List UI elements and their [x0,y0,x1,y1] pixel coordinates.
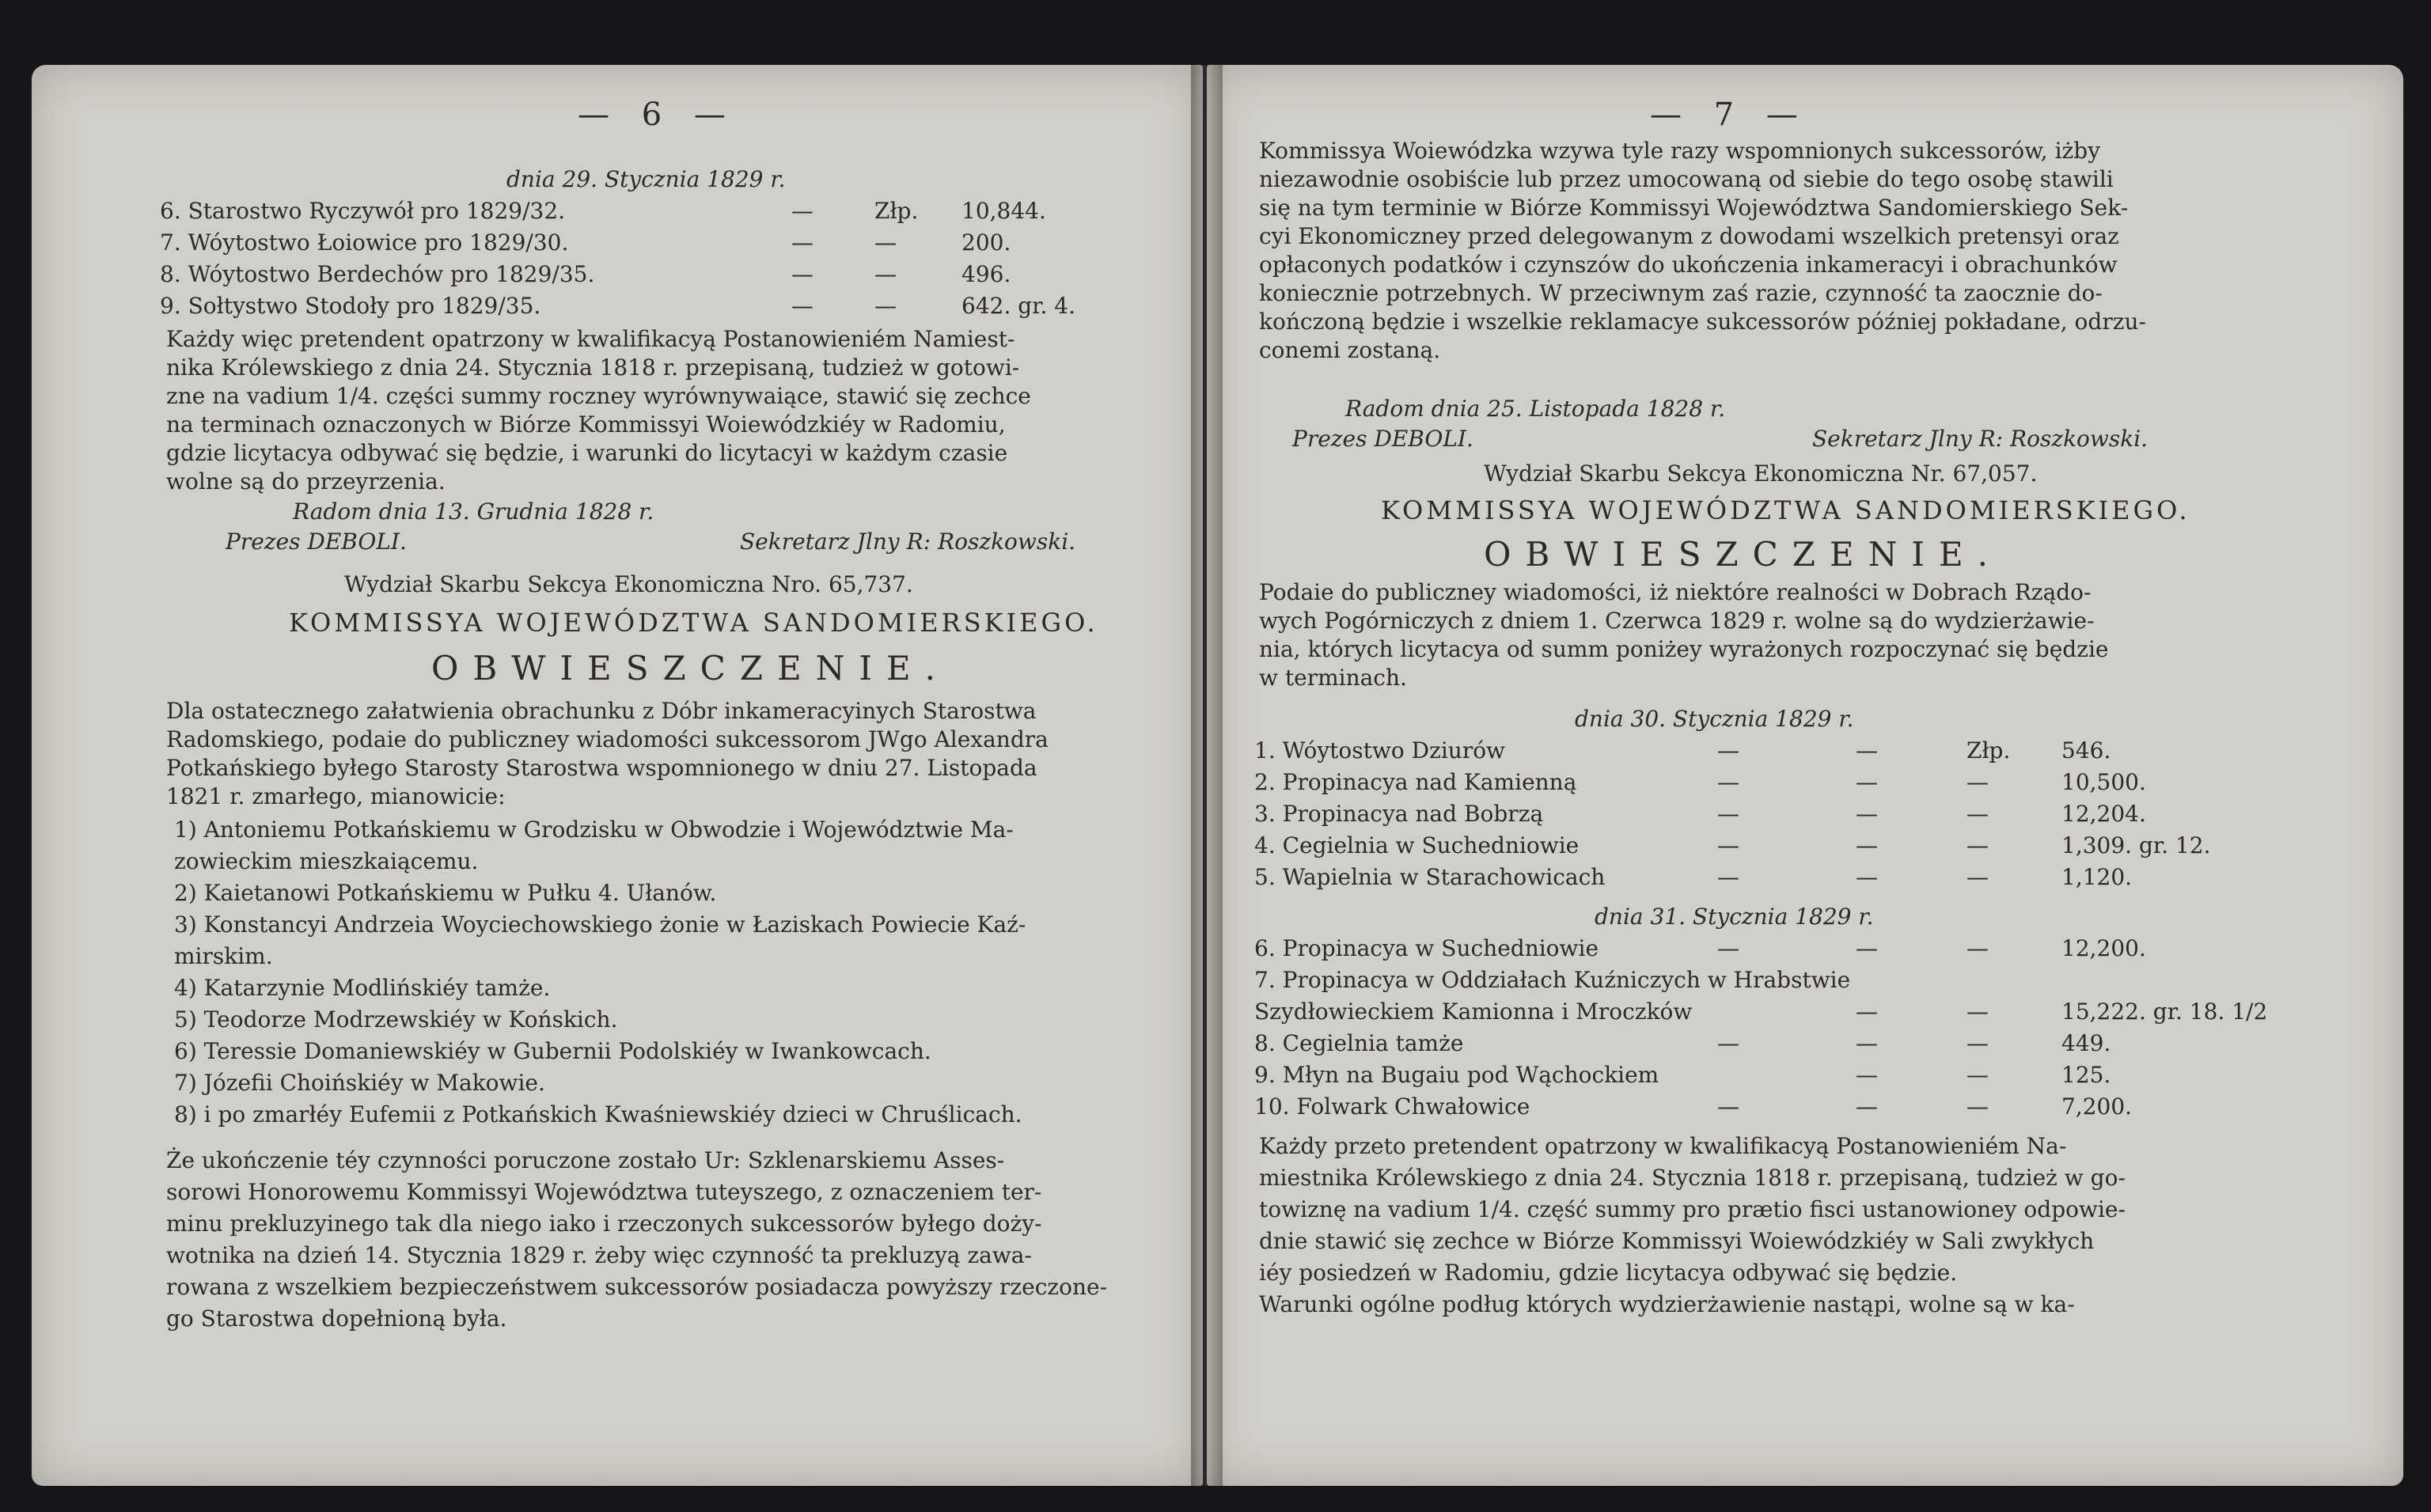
lease-item [1207,864,2403,896]
signature-secretary: Sekretarz Jlny R: Roszkowski. [1812,426,2148,452]
lease-item-amount: 125. [2061,1062,2111,1088]
lease-item-amount: 15,222. gr. 18. 1/2 [2061,999,2268,1025]
reference-number: Wydział Skarbu Sekcya Ekonomiczna Nr. 67,057. [1484,460,2038,487]
lease-item-d3: — [1966,801,1989,827]
lease-item-d2: — [1856,1093,1878,1120]
lease-item-d2: — [1856,935,1878,961]
paragraph-line: gdzie licytacya odbywać się będzie, i warunki do licytacyi w każdym czasie [166,440,1008,466]
lease-item-label: 6. Propinacya w Suchedniowie [1254,935,1599,961]
lease-item-amount: 496. [961,261,1011,287]
heir-list-item: 3) Konstancyi Andrzeia Woyciechowskiego żonie w Łaziskach Powiecie Kaź- [174,911,1026,938]
notice-title: OBWIESZCZENIE. [1484,535,2002,574]
paragraph-line: nika Królewskiego z dnia 24. Stycznia 1818 r. przepisaną, tudzież w gotowi- [166,354,1020,381]
lease-item-d1: — [1717,1030,1739,1056]
lease-item-amount: 1,120. [2061,864,2133,890]
lease-item-d1: — [791,229,813,256]
lease-item [1207,737,2403,769]
lease-item [1207,1030,2403,1062]
paragraph-line: w terminach. [1259,665,1407,691]
lease-item-d2: — [1856,801,1878,827]
notice-date: dnia 30. Stycznia 1829 r. [1575,706,1854,732]
lease-item-d2: — [1856,769,1878,795]
paragraph-line: opłaconych podatków i czynszów do ukończenia inkameracyi i obrachunków [1259,252,2118,278]
lease-item-label: 8. Wóytostwo Berdechów pro 1829/35. [160,261,595,287]
lease-item-d3: — [1966,1062,1989,1088]
signature-date: Radom dnia 13. Grudnia 1828 r. [293,498,654,525]
lease-item-d1: — [791,198,813,224]
reference-number: Wydział Skarbu Sekcya Ekonomiczna Nro. 65,737. [344,571,913,597]
lease-item-label: 3. Propinacya nad Bobrzą [1254,801,1544,827]
notice-date: dnia 29. Stycznia 1829 r. [506,166,786,192]
lease-item-amount: 449. [2061,1030,2111,1056]
lease-item [32,229,1203,261]
lease-item-label: 9. Młyn na Bugaiu pod Wąchockiem [1254,1062,1659,1088]
heir-list-item: 6) Teressie Domaniewskiéy w Gubernii Podolskiéy w Iwankowcach. [174,1038,931,1064]
paragraph-line: Że ukończenie téy czynności poruczone zostało Ur: Szklenarskiemu Asses- [166,1147,1005,1173]
lease-item-label: 8. Cegielnia tamże [1254,1030,1464,1056]
heir-list-item: 1) Antoniemu Potkańskiemu w Grodzisku w Obwodzie i Województwie Ma- [174,817,1014,843]
lease-item-label: 10. Folwark Chwałowice [1254,1093,1530,1120]
paragraph-line: się na tym terminie w Biórze Kommissyi Województwa Sandomierskiego Sek- [1259,195,2129,221]
paragraph-line: Podaie do publiczney wiadomości, iż niektóre realności w Dobrach Rządo- [1259,579,2092,605]
lease-item-amount: 1,309. gr. 12. [2061,832,2211,858]
lease-item [1207,801,2403,832]
paragraph-line: Każdy więc pretendent opatrzony w kwalifikacyą Postanowieniém Namiest- [166,326,1015,352]
lease-item-d1: — [1717,769,1739,795]
lease-item-label: 7. Propinacya w Oddziałach Kuźniczych w Hrabstwie [1254,967,1851,993]
heir-list-item: 7) Józefii Choińskiéy w Makowie. [174,1070,545,1096]
lease-item-amount: 10,844. [961,198,1046,224]
notice-date: dnia 31. Stycznia 1829 r. [1595,904,1874,930]
page-number: — 7 — [1650,97,1809,133]
lease-item-d1: — [1717,935,1739,961]
paragraph-line: go Starostwa dopełnioną była. [166,1305,507,1332]
paragraph-line: 1821 r. zmarłego, mianowicie: [166,783,506,809]
lease-item-d1: — [1717,1093,1739,1120]
paragraph-line: wolne są do przeyrzenia. [166,468,446,495]
heir-list-item: 2) Kaietanowi Potkańskiemu w Pułku 4. Ułanów. [174,880,717,906]
paragraph-line: sorowi Honorowemu Kommissyi Województwa tuteyszego, z oznaczeniem ter- [166,1179,1042,1205]
paragraph-line: zne na vadium 1/4. części summy roczney wyrównywaiące, stawić się zechce [166,383,1031,409]
lease-item-d1: — [1717,801,1739,827]
lease-item-amount: 642. gr. 4. [961,293,1075,319]
lease-item [32,293,1203,324]
lease-item-d1: — [1717,864,1739,890]
lease-item-d2: — [874,261,897,287]
lease-item-label: 7. Wóytostwo Łoiowice pro 1829/30. [160,229,569,256]
paragraph-line: rowana z wszelkiem bezpieczeństwem sukcessorów posiadacza powyższy rzeczone- [166,1274,1108,1300]
paragraph-line: koniecznie potrzebnych. W przeciwnym zaś razie, czynność ta zaocznie do- [1259,280,2103,306]
lease-item-d2: — [1856,1062,1878,1088]
paragraph-line: na terminach oznaczonych w Biórze Kommissyi Woiewódzkiéy w Radomiu, [166,411,1006,438]
lease-item [1207,999,2403,1030]
lease-item-label: 4. Cegielnia w Suchedniowie [1254,832,1580,858]
lease-item-amount: 10,500. [2061,769,2146,795]
lease-item [1207,1093,2403,1125]
lease-item [1207,1062,2403,1093]
lease-item-d3: — [1966,832,1989,858]
heir-list-item: 5) Teodorze Modrzewskiéy w Końskich. [174,1006,618,1033]
lease-item-amount: 7,200. [2061,1093,2133,1120]
lease-item-d2: — [874,293,897,319]
signature-secretary: Sekretarz Jlny R: Roszkowski. [740,529,1076,555]
signature-date: Radom dnia 25. Listopada 1828 r. [1345,396,1726,422]
lease-item-d3: — [1966,1030,1989,1056]
lease-item-d3: — [1966,769,1989,795]
page-number: — 6 — [578,97,737,133]
lease-item-d3: — [1966,864,1989,890]
lease-item-d1: — [1717,737,1739,764]
paragraph-line: wotnika na dzień 14. Stycznia 1829 r. żeby więc czynność ta prekluzyą zawa- [166,1242,1032,1268]
paragraph-line: Kommissya Woiewódzka wzywa tyle razy wspomnionych sukcessorów, iżby [1259,138,2101,164]
lease-item-d1: — [791,261,813,287]
signature-prezes: Prezes DEBOLI. [1292,426,1473,452]
book-gutter [1191,65,1223,1486]
notice-heading: KOMMISSYA WOJEWÓDZTWA SANDOMIERSKIEGO. [1381,495,2190,525]
lease-item-amount: 200. [961,229,1011,256]
lease-item-d2: Złp. [874,198,919,224]
lease-item-label: 6. Starostwo Ryczywół pro 1829/32. [160,198,566,224]
lease-item-label: Szydłowieckiem Kamionna i Mroczków [1254,999,1693,1025]
lease-item-d2: — [1856,832,1878,858]
lease-item-d1: — [1717,832,1739,858]
lease-item-label: 5. Wapielnia w Starachowicach [1254,864,1606,890]
lease-item-d2: — [1856,1030,1878,1056]
paragraph-line: cyi Ekonomiczney przed delegowanym z dowodami wszelkich pretensyi oraz [1259,223,2119,249]
paragraph-line: Potkańskiego byłego Starosty Starostwa wspomnionego w dniu 27. Listopada [166,755,1037,781]
lease-item-label: 2. Propinacya nad Kamienną [1254,769,1577,795]
paragraph-line: wych Pogórniczych z dniem 1. Czerwca 1829 r. wolne są do wydzierżawie- [1259,608,2095,634]
heir-list-item: zowieckim mieszkaiącemu. [174,848,479,874]
lease-item [1207,832,2403,864]
paragraph-line: iéy posiedzeń w Radomiu, gdzie licytacya odbywać się będzie. [1259,1260,1958,1286]
paragraph-line: nia, których licytacya od summ poniżey wyrażonych rozpoczynać się będzie [1259,636,2109,662]
paragraph-line: Dla ostatecznego załatwienia obrachunku z Dóbr inkameracyinych Starostwa [166,698,1037,724]
lease-item-d2: — [874,229,897,256]
lease-item-d3: Złp. [1966,737,2011,764]
paragraph-line: miestnika Królewskiego z dnia 24. Stycznia 1818 r. przepisaną, tudzież w go- [1259,1165,2126,1191]
paragraph-line: niezawodnie osobiście lub przez umocowaną od siebie do tego osobę stawili [1259,166,2114,192]
lease-item-d1: — [791,293,813,319]
lease-item-label: 1. Wóytostwo Dziurów [1254,737,1506,764]
paragraph-line: conemi zostaną. [1259,337,1441,363]
paragraph-line: towiznę na vadium 1/4. część summy pro prætio fisci ustanowioney odpowie- [1259,1196,2126,1222]
right-page [1207,65,2403,1486]
heir-list-item: 8) i po zmarłéy Eufemii z Potkańskich Kwaśniewskiéy dzieci w Chruślicach. [174,1101,1022,1127]
paragraph-line: dnie stawić się zechce w Biórze Kommissyi Woiewódzkiéy w Sali zwykłych [1259,1228,2095,1254]
heir-list-item: 4) Katarzynie Modlińskiéy tamże. [174,975,551,1001]
paragraph-line: Radomskiego, podaie do publiczney wiadomości sukcessorom JWgo Alexandra [166,726,1049,752]
paragraph-line: Warunki ogólne podług których wydzierżawienie nastąpi, wolne są w ka- [1259,1291,2075,1317]
lease-item-d3: — [1966,999,1989,1025]
lease-item-amount: 12,200. [2061,935,2146,961]
lease-item-amount: 12,204. [2061,801,2146,827]
notice-heading: KOMMISSYA WOJEWÓDZTWA SANDOMIERSKIEGO. [289,608,1098,638]
paragraph-line: Każdy przeto pretendent opatrzony w kwalifikacyą Postanowieniém Na- [1259,1133,2067,1159]
lease-item [32,261,1203,293]
heir-list-item: mirskim. [174,943,273,969]
lease-item-d2: — [1856,864,1878,890]
lease-item-amount: 546. [2061,737,2111,764]
lease-item [1207,967,2403,999]
lease-item-d3: — [1966,935,1989,961]
lease-item-d3: — [1966,1093,1989,1120]
lease-item [1207,935,2403,967]
lease-item [32,198,1203,229]
paragraph-line: kończoną będzie i wszelkie reklamacye sukcessorów później pokładane, odrzu- [1259,309,2146,335]
lease-item-label: 9. Sołtystwo Stodoły pro 1829/35. [160,293,541,319]
lease-item-d2: — [1856,999,1878,1025]
paragraph-line: minu prekluzyinego tak dla niego iako i rzeczonych sukcessorów byłego doży- [166,1211,1042,1237]
lease-item [1207,769,2403,801]
signature-prezes: Prezes DEBOLI. [226,529,407,555]
left-page [32,65,1203,1486]
lease-item-d2: — [1856,737,1878,764]
notice-title: OBWIESZCZENIE. [431,649,950,688]
